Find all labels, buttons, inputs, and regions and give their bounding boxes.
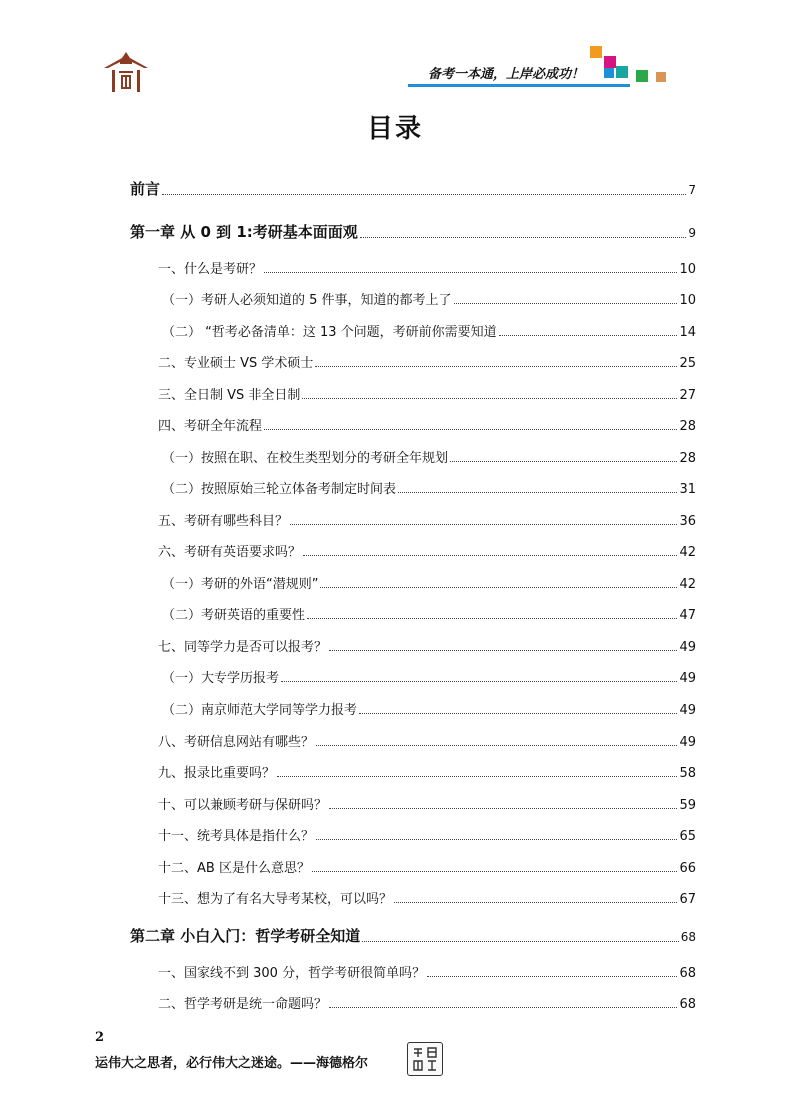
- toc-leader-dots: [394, 901, 677, 903]
- toc-entry-title: 六、考研有英语要求吗？: [158, 545, 302, 560]
- toc-entry-page: 68: [680, 930, 696, 944]
- toc-entry[interactable]: [158, 258, 696, 277]
- toc-entry[interactable]: [158, 762, 696, 781]
- toc-entry[interactable]: [162, 604, 696, 623]
- toc-entry-page: 67: [679, 892, 696, 907]
- toc-leader-dots: [450, 460, 677, 462]
- toc-entry-page: 42: [679, 545, 696, 560]
- toc-entry-title: 二、哲学考研是统一命题吗？: [158, 997, 328, 1012]
- decor-square-blue: [604, 68, 614, 78]
- toc-entry-title: （二）按照原始三轮立体备考制定时间表: [162, 482, 397, 497]
- toc-leader-dots: [303, 554, 677, 556]
- toc-entry-title: 一、什么是考研？: [158, 262, 263, 277]
- toc-entry-title: 十一、统考具体是指什么？: [158, 829, 315, 844]
- toc-leader-dots: [362, 940, 678, 942]
- toc-entry-title: （二） “哲考必备清单：这 13 个问题，考研前你需要知道: [162, 325, 497, 340]
- toc-entry-title: 前言: [130, 180, 161, 198]
- toc-entry-title: 二、专业硕士 VS 学术硕士: [158, 356, 314, 371]
- decor-square-green: [636, 70, 648, 82]
- toc-entry[interactable]: [158, 636, 696, 655]
- toc-entry-title: （一）考研人必须知道的 5 件事，知道的都考上了: [162, 293, 452, 308]
- toc-entry-page: 31: [679, 482, 696, 497]
- toc-entry-page: 59: [679, 798, 696, 813]
- toc-entry[interactable]: [162, 321, 696, 340]
- toc-entry[interactable]: [162, 478, 696, 497]
- toc-leader-dots: [264, 428, 677, 430]
- decor-square-orange: [590, 46, 602, 58]
- toc-leader-dots: [360, 236, 687, 238]
- toc-entry-page: 28: [679, 419, 696, 434]
- toc-entry-title: 十三、想为了有名大导考某校，可以吗？: [158, 892, 393, 907]
- seal-stamp-icon: [407, 1042, 443, 1076]
- toc-entry[interactable]: [158, 352, 696, 371]
- toc-entry-title: （二）考研英语的重要性: [162, 608, 306, 623]
- toc-leader-dots: [329, 1006, 677, 1008]
- toc-leader-dots: [302, 397, 677, 399]
- toc-entry-page: 14: [679, 325, 696, 340]
- toc-entry[interactable]: [162, 447, 696, 466]
- toc-entry-title: 五、考研有哪些科目？: [158, 514, 289, 529]
- decor-square-magenta: [604, 56, 616, 68]
- toc-leader-dots: [329, 807, 677, 809]
- toc-entry-page: 25: [679, 356, 696, 371]
- toc-entry-title: （一）考研的外语“潜规则”: [162, 577, 319, 592]
- toc-entry-title: 七、同等学力是否可以报考？: [158, 640, 328, 655]
- toc-leader-dots: [281, 680, 677, 682]
- toc-entry-page: 68: [679, 997, 696, 1012]
- toc-leader-dots: [398, 491, 677, 493]
- toc-entry-title: 第一章 从 0 到 1:考研基本面面观: [130, 223, 358, 241]
- toc-entry[interactable]: [158, 993, 696, 1012]
- toc-entry[interactable]: [162, 667, 696, 686]
- pavilion-logo-icon: [100, 50, 152, 94]
- toc-leader-dots: [316, 838, 677, 840]
- toc-entry-title: 四、考研全年流程: [158, 419, 263, 434]
- toc-entry[interactable]: [158, 731, 696, 750]
- toc-entry-page: 10: [679, 262, 696, 277]
- toc-leader-dots: [320, 586, 677, 588]
- toc-entry[interactable]: [158, 857, 696, 876]
- footer-quote: 运伟大之思者，必行伟大之迷途。——海德格尔: [95, 1056, 369, 1071]
- toc-entry[interactable]: [158, 384, 696, 403]
- toc-entry-page: 65: [679, 829, 696, 844]
- toc-entry-title: 三、全日制 VS 非全日制: [158, 388, 301, 403]
- toc-leader-dots: [264, 271, 677, 273]
- toc-entry[interactable]: [162, 699, 696, 718]
- toc-entry-page: 10: [679, 293, 696, 308]
- toc-entry[interactable]: [158, 415, 696, 434]
- toc-leader-dots: [277, 775, 677, 777]
- toc-entry-page: 36: [679, 514, 696, 529]
- toc-entry[interactable]: [158, 510, 696, 529]
- toc-entry[interactable]: [162, 289, 696, 308]
- toc-entry-title: 第二章 小白入门：哲学考研全知道: [130, 927, 361, 945]
- toc-leader-dots: [454, 302, 678, 304]
- toc-entry-page: 7: [688, 183, 696, 197]
- toc-entry-title: 十、可以兼顾考研与保研吗？: [158, 798, 328, 813]
- toc-entry-page: 49: [679, 735, 696, 750]
- toc-entry-page: 49: [679, 671, 696, 686]
- toc-leader-dots: [359, 712, 677, 714]
- toc-entry-title: 九、报录比重要吗？: [158, 766, 276, 781]
- toc-entry-page: 47: [679, 608, 696, 623]
- toc-entry-title: 一、国家线不到 300 分，哲学考研很简单吗？: [158, 966, 426, 981]
- toc-entry-page: 42: [679, 577, 696, 592]
- header-slogan-bar: [408, 62, 630, 87]
- decor-square-teal: [616, 66, 628, 78]
- toc-entry-page: 28: [679, 451, 696, 466]
- decor-square-tan: [656, 72, 666, 82]
- toc-entry-page: 68: [679, 966, 696, 981]
- toc-entry[interactable]: [158, 888, 696, 907]
- toc-entry[interactable]: [162, 573, 696, 592]
- toc-leader-dots: [307, 617, 677, 619]
- toc-entry[interactable]: [158, 794, 696, 813]
- header-slogan: 备考一本通，上岸必成功！: [428, 67, 585, 82]
- toc-entry-title: （二）南京师范大学同等学力报考: [162, 703, 358, 718]
- toc-leader-dots: [427, 975, 677, 977]
- toc-entry[interactable]: [158, 541, 696, 560]
- toc-leader-dots: [312, 870, 678, 872]
- toc-entry-page: 49: [679, 703, 696, 718]
- toc-leader-dots: [499, 334, 678, 336]
- toc-leader-dots: [316, 744, 677, 746]
- toc-entry[interactable]: [158, 962, 696, 981]
- toc-entry[interactable]: [130, 925, 696, 946]
- toc-leader-dots: [162, 193, 686, 195]
- toc-entry-title: （一）大专学历报考: [162, 671, 280, 686]
- toc-entry[interactable]: [158, 825, 696, 844]
- toc-entry-title: （一）按照在职、在校生类型划分的考研全年规划: [162, 451, 449, 466]
- toc-entry[interactable]: [130, 178, 696, 199]
- page-number: 2: [95, 1030, 105, 1045]
- toc-entry[interactable]: [130, 221, 696, 242]
- toc-entry-page: 9: [688, 226, 696, 240]
- toc-leader-dots: [290, 523, 677, 525]
- toc-entry-title: 八、考研信息网站有哪些？: [158, 735, 315, 750]
- page-title: 目录: [366, 114, 423, 144]
- toc-entry-title: 十二、AB 区是什么意思？: [158, 861, 310, 876]
- toc-entry-page: 66: [679, 861, 696, 876]
- toc-entry-page: 49: [679, 640, 696, 655]
- toc-leader-dots: [329, 649, 677, 651]
- toc-entry-page: 27: [679, 388, 696, 403]
- toc-leader-dots: [315, 365, 677, 367]
- toc-entry-page: 58: [679, 766, 696, 781]
